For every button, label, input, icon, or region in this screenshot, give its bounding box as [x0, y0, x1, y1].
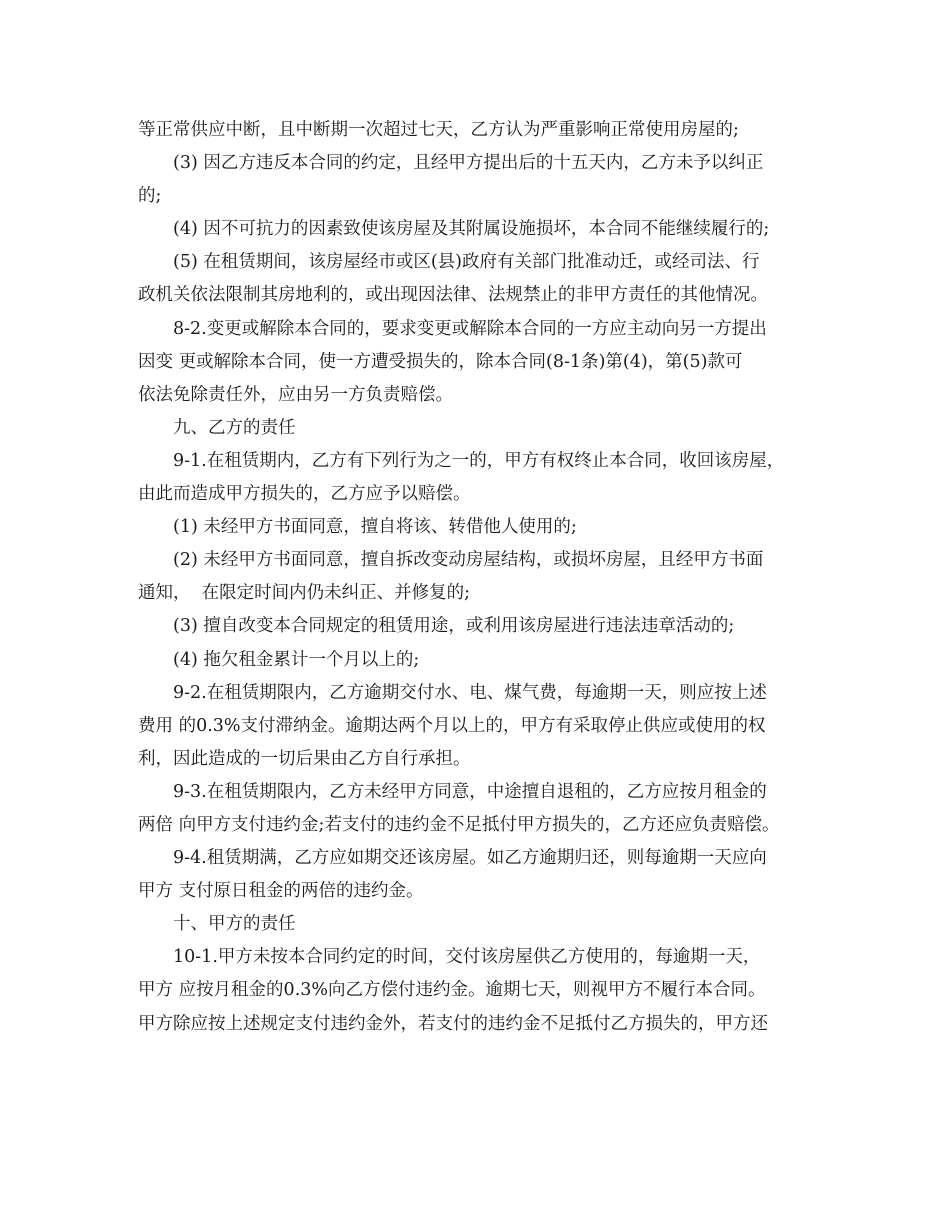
text-line: 9-4.租赁期满，乙方应如期交还该房屋。如乙方逾期归还，则每逾期一天应向	[173, 848, 767, 869]
text-line: 8-2.变更或解除本合同的，要求变更或解除本合同的一方应主动向另一方提出	[173, 318, 767, 339]
text-line: 因变 更或解除本合同，使一方遭受损失的，除本合同(8-1条)第(4)，第(5)款可	[138, 351, 743, 372]
text-line: 10-1.甲方未按本合同约定的时间，交付该房屋供乙方使用的，每逾期一天，	[173, 947, 761, 968]
text-line: 依法免除责任外，应由另一方负责赔偿。	[138, 384, 453, 405]
text-line: 的;	[138, 186, 162, 207]
text-line: 十、甲方的责任	[173, 914, 296, 935]
text-line: (4) 拖欠租金累计一个月以上的;	[173, 649, 420, 670]
text-line: 通知， 在限定时间内仍未纠正、并修复的;	[138, 583, 471, 604]
text-line: 甲方 应按月租金的0.3%向乙方偿付违约金。逾期七天，则视甲方不履行本合同。	[138, 980, 766, 1001]
text-line: 9-1.在租赁期内，乙方有下列行为之一的，甲方有权终止本合同，收回该房屋，	[173, 450, 785, 471]
text-line: 由此而造成甲方损失的，乙方应予以赔偿。	[138, 484, 471, 505]
text-line: 等正常供应中断，且中断期一次超过七天，乙方认为严重影响正常使用房屋的;	[138, 120, 739, 140]
text-line: (2) 未经甲方书面同意，擅自拆改变动房屋结构，或损坏房屋，且经甲方书面	[173, 550, 764, 571]
text-line: (3) 因乙方违反本合同的约定，且经甲方提出后的十五天内，乙方未予以纠正	[173, 153, 764, 174]
text-line: 利，因此造成的一切后果由乙方自行承担。	[138, 748, 471, 769]
text-line: 甲方除应按上述规定支付违约金外，若支付的违约金不足抵付乙方损失的，甲方还	[138, 1013, 768, 1034]
text-line: 9-2.在租赁期限内，乙方逾期交付水、电、煤气费，每逾期一天，则应按上述	[173, 682, 767, 703]
text-line: 政机关依法限制其房地利的，或出现因法律、法规禁止的非甲方责任的其他情况。	[138, 285, 768, 306]
text-line: (5) 在租赁期间，该房屋经市或区(县)政府有关部门批准动迁，或经司法、行	[173, 252, 760, 273]
text-line: (3) 擅自改变本合同规定的租赁用途，或利用该房屋进行违法违章活动的;	[173, 616, 735, 637]
text-line: 费用 的0.3%支付滞纳金。逾期达两个月以上的，甲方有采取停止供应或使用的权	[138, 715, 766, 736]
text-line: 九、乙方的责任	[173, 417, 296, 438]
contract-text-body	[138, 114, 828, 1041]
text-line: 9-3.在租赁期限内，乙方未经甲方同意，中途擅自退租的，乙方应按月租金的	[173, 781, 767, 802]
text-line: 两倍 向甲方支付违约金;若支付的违约金不足抵付甲方损失的，乙方还应负责赔偿。	[138, 814, 780, 835]
text-line: (4) 因不可抗力的因素致使该房屋及其附属设施损坏，本合同不能继续履行的;	[173, 219, 770, 240]
text-line: (1) 未经甲方书面同意，擅自将该、转借他人使用的;	[173, 517, 577, 538]
text-line: 甲方 支付原日租金的两倍的违约金。	[138, 881, 424, 902]
